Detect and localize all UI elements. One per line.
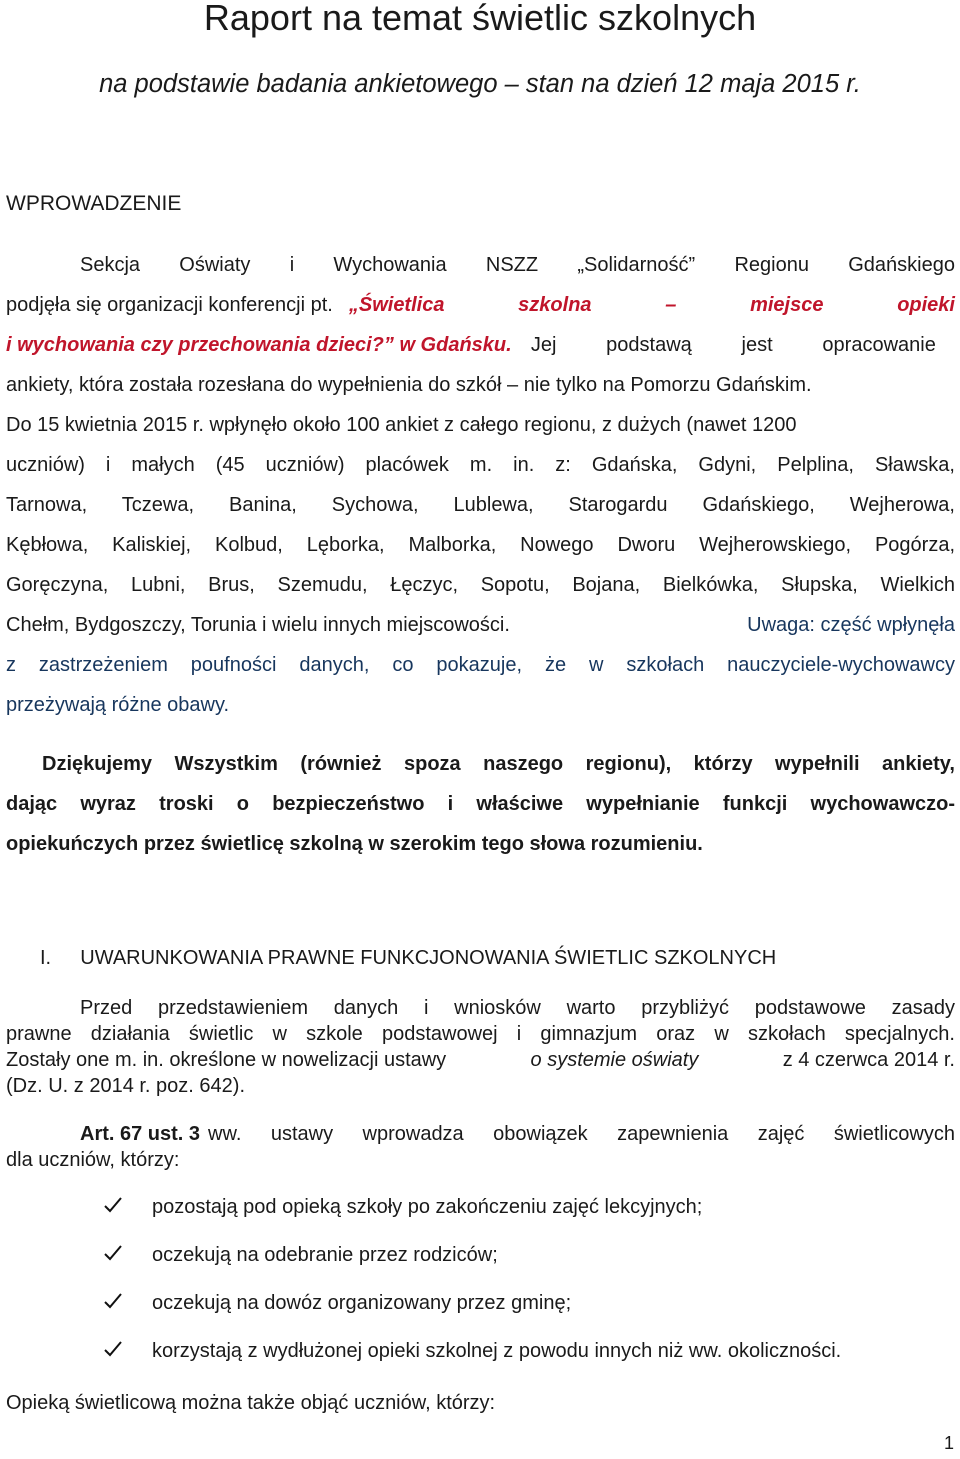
list-item-text: oczekują na dowóz organizowany przez gminę; bbox=[152, 1292, 572, 1314]
intro-line: uczniów) i małych (45 uczniów) placówek m. in. z: Gdańska, Gdyni, Pelplina, Sławska, bbox=[6, 454, 955, 476]
page-number: 1 bbox=[943, 1433, 954, 1453]
conference-title: „Świetlica szkolna – miejsce opieki bbox=[348, 294, 955, 316]
page-subtitle: na podstawie badania ankietowego – stan na dzień 12 maja 2015 r. bbox=[99, 70, 861, 98]
section-heading-intro: WPROWADZENIE bbox=[6, 192, 182, 215]
legal-line: Przed przedstawieniem danych i wniosków warto przybliżyć podstawowe zasady bbox=[80, 997, 955, 1019]
legal-line bbox=[6, 1047, 955, 1073]
list-item-text: korzystają z wydłużonej opieki szkolnej z powodu innych niż ww. okoliczności. bbox=[152, 1340, 842, 1362]
list-item-text: oczekują na odebranie przez rodziców; bbox=[152, 1244, 498, 1266]
intro-text: Chełm, Bydgoszczy, Torunia i wielu innych miejscowości. bbox=[6, 614, 510, 636]
legal-line: prawne działania świetlic w szkole podstawowej i gimnazjum oraz w szkołach specjalnych. bbox=[6, 1023, 955, 1045]
article-text: ww. ustawy wprowadza obowiązek zapewnienia zajęć świetlicowych bbox=[208, 1123, 955, 1145]
article-line: dla uczniów, którzy: bbox=[6, 1149, 180, 1171]
intro-line: ankiety, która została rozesłana do wypełnienia do szkół – nie tylko na Pomorzu Gdańskim. bbox=[6, 374, 812, 396]
checkmark-icon bbox=[102, 1194, 124, 1216]
intro-line: Goręczyna, Lubni, Brus, Szemudu, Łęczyc, Sopotu, Bojana, Bielkówka, Słupska, Wielkich bbox=[6, 574, 955, 596]
confidentiality-note-end: przeżywają różne obawy. bbox=[6, 694, 230, 716]
legal-text: Zostały one m. in. określone w nowelizacji ustawy bbox=[6, 1049, 447, 1071]
confidentiality-note-cont: z zastrzeżeniem poufności danych, co pokazuje, że w szkołach nauczyciele-wychowawcy bbox=[6, 654, 955, 676]
intro-paragraph bbox=[6, 245, 955, 725]
thanks-line: Dziękujemy Wszystkim (również spoza naszego regionu), którzy wypełnili ankiety, bbox=[42, 753, 955, 775]
legal-text: z 4 czerwca 2014 r. bbox=[782, 1049, 955, 1071]
checkmark-icon bbox=[102, 1338, 124, 1360]
intro-line bbox=[6, 605, 955, 645]
conference-title-cont: i wychowania czy przechowania dzieci?” w Gdańsku. bbox=[6, 334, 512, 356]
checkmark-icon bbox=[102, 1242, 124, 1264]
act-name: o systemie oświaty bbox=[530, 1049, 699, 1071]
intro-line bbox=[6, 325, 955, 365]
intro-text: podjęła się organizacji konferencji pt. bbox=[6, 294, 333, 316]
legal-line: (Dz. U. z 2014 r. poz. 642). bbox=[6, 1075, 245, 1097]
intro-line: Do 15 kwietnia 2015 r. wpłynęło około 100 ankiet z całego regionu, z dużych (nawet 1200 bbox=[6, 414, 797, 436]
intro-text: Jej podstawą jest opracowanie bbox=[530, 334, 936, 356]
intro-line: Tarnowa, Tczewa, Banina, Sychowa, Lublewa, Starogardu Gdańskiego, Wejherowa, bbox=[6, 494, 955, 516]
list-item-text: pozostają pod opieką szkoły po zakończeniu zajęć lekcyjnych; bbox=[152, 1196, 703, 1218]
page-title: Raport na temat świetlic szkolnych bbox=[203, 0, 757, 38]
intro-line: Sekcja Oświaty i Wychowania NSZZ „Solidarność” Regionu Gdańskiego bbox=[80, 254, 955, 276]
checkmark-icon bbox=[102, 1290, 124, 1312]
intro-line: Kębłowa, Kaliskiej, Kolbud, Lęborka, Malborka, Nowego Dworu Wejherowskiego, Pogórza, bbox=[6, 534, 955, 556]
section-title: UWARUNKOWANIA PRAWNE FUNKCJONOWANIA ŚWIETLIC SZKOLNYCH bbox=[80, 947, 777, 969]
closing-line: Opieką świetlicową można także objąć uczniów, którzy: bbox=[6, 1392, 496, 1414]
article-paragraph bbox=[6, 1121, 955, 1173]
section-heading-legal bbox=[40, 942, 776, 974]
thanks-line: opiekuńczych przez świetlicę szkolną w szerokim tego słowa rozumieniu. bbox=[6, 833, 703, 855]
confidentiality-note: Uwaga: część wpłynęła bbox=[747, 614, 955, 636]
thanks-paragraph bbox=[6, 744, 955, 864]
section-number: I. bbox=[40, 947, 52, 969]
intro-line bbox=[6, 285, 955, 325]
article-ref: Art. 67 ust. 3 bbox=[80, 1123, 201, 1145]
article-line bbox=[6, 1121, 955, 1147]
thanks-line: dając wyraz troski o bezpieczeństwo i właściwe wypełnianie funkcji wychowawczo- bbox=[6, 793, 955, 815]
legal-paragraph bbox=[6, 995, 955, 1099]
